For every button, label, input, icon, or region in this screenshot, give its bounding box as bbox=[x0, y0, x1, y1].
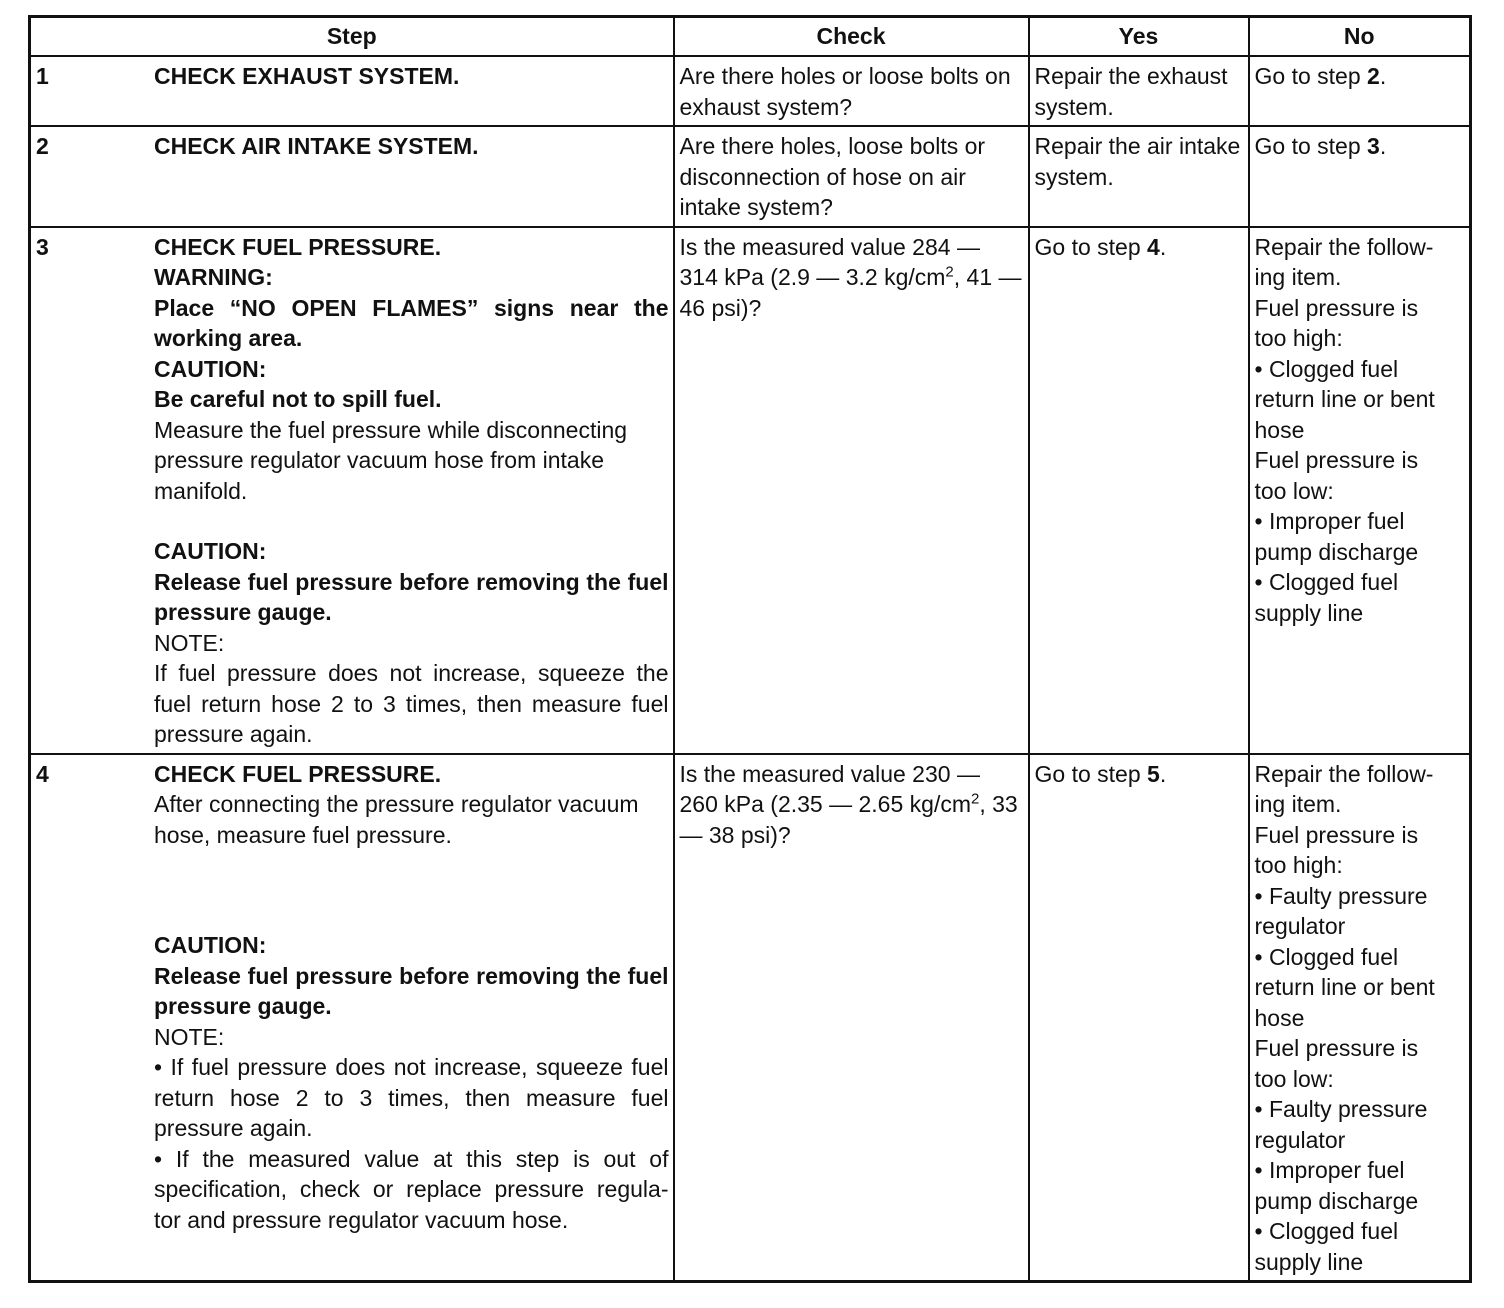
step-number: 2 bbox=[36, 133, 49, 159]
no-line: return line or bent bbox=[1254, 974, 1435, 1000]
no-line: ing item. bbox=[1254, 264, 1342, 290]
no-line: • Clogged fuel bbox=[1254, 943, 1399, 970]
step-title: CHECK AIR INTAKE SYSTEM. bbox=[154, 133, 479, 159]
note-text: If fuel pressure does not increase, squeeze the fuel return hose 2 to 3 times, then measure fuel pressure again. bbox=[154, 660, 669, 747]
no-cell bbox=[1249, 126, 1471, 227]
no-line: Fuel pressure is bbox=[1254, 1035, 1419, 1061]
table-row bbox=[30, 126, 1471, 227]
no-cell bbox=[1249, 227, 1471, 754]
step-cell bbox=[30, 227, 674, 754]
table-row bbox=[30, 56, 1471, 126]
step-title: CHECK EXHAUST SYSTEM. bbox=[154, 63, 460, 89]
check-cell: Are there holes, loose bolts or disconnection of hose on air intake system? bbox=[674, 126, 1029, 227]
no-step-ref: 3 bbox=[1367, 133, 1380, 159]
step-cell bbox=[30, 56, 674, 126]
no-line: • Improper fuel bbox=[1254, 1157, 1405, 1183]
no-line: too high: bbox=[1254, 325, 1343, 351]
yes-prefix: Go to step bbox=[1034, 760, 1148, 787]
no-line: hose bbox=[1254, 1004, 1305, 1031]
yes-cell: Repair the exhaust system. bbox=[1029, 56, 1249, 126]
no-line: • Clogged fuel bbox=[1254, 355, 1399, 382]
step-number: 1 bbox=[36, 63, 49, 89]
no-line: too low: bbox=[1254, 477, 1334, 504]
check-text-end: , 41 — 46 psi)? bbox=[679, 264, 1022, 321]
no-line: regulator bbox=[1254, 913, 1346, 939]
yes-prefix: Go to step bbox=[1034, 233, 1148, 260]
no-line: Fuel pressure is bbox=[1254, 294, 1419, 321]
no-line: supply line bbox=[1254, 599, 1364, 626]
no-step-ref: 2 bbox=[1367, 63, 1380, 89]
caution-label: CAUTION: bbox=[154, 538, 267, 564]
yes-cell bbox=[1029, 754, 1249, 1282]
step-cell bbox=[30, 126, 674, 227]
yes-step-ref: 5 bbox=[1147, 760, 1160, 787]
header-yes: Yes bbox=[1029, 17, 1249, 57]
check-text: Is the measured value 230 — 260 kPa (2.35 — 2.65 kg/cm bbox=[679, 760, 980, 817]
no-line: hose bbox=[1254, 416, 1305, 443]
warning-text: Place “NO OPEN FLAMES” signs near the working area. bbox=[154, 294, 669, 351]
header-check: Check bbox=[674, 17, 1029, 57]
step-cell bbox=[30, 754, 674, 1282]
no-suffix: . bbox=[1379, 133, 1387, 159]
yes-suffix: . bbox=[1159, 233, 1167, 260]
no-line: supply line bbox=[1254, 1248, 1364, 1275]
yes-cell: Repair the air intake system. bbox=[1029, 126, 1249, 227]
check-text: Is the measured value 284 — 314 kPa (2.9 — 3.2 kg/cm bbox=[679, 233, 980, 290]
note-item: • If the measured value at this step is out of specification, check or replace pressure regula- tor and pressure regulator vacuum hose. bbox=[154, 1145, 669, 1233]
check-cell: Are there holes or loose bolts on exhaust system? bbox=[674, 56, 1029, 126]
yes-cell bbox=[1029, 227, 1249, 754]
no-prefix: Go to step bbox=[1254, 133, 1368, 159]
instruction-text: Measure the fuel pressure while disconnecting pressure regulator vacuum hose from intake manifold. bbox=[154, 416, 628, 504]
step-title: CHECK FUEL PRESSURE. bbox=[154, 760, 442, 787]
no-line: too high: bbox=[1254, 852, 1343, 878]
diagnostic-table bbox=[28, 15, 1472, 1283]
no-suffix: . bbox=[1379, 63, 1387, 89]
caution-label: CAUTION: bbox=[154, 932, 267, 958]
yes-step-ref: 4 bbox=[1147, 233, 1160, 260]
no-line: Repair the follow- bbox=[1254, 760, 1434, 787]
no-line: Fuel pressure is bbox=[1254, 447, 1419, 473]
check-cell bbox=[674, 227, 1029, 754]
note-label: NOTE: bbox=[154, 629, 225, 656]
note-label: NOTE: bbox=[154, 1023, 225, 1050]
no-line: • Clogged fuel bbox=[1254, 1218, 1399, 1244]
header-step: Step bbox=[30, 17, 674, 57]
table-row bbox=[30, 227, 1471, 754]
no-cell bbox=[1249, 754, 1471, 1282]
no-line: • Faulty pressure bbox=[1254, 882, 1428, 909]
check-superscript: 2 bbox=[945, 263, 954, 281]
check-text-end: , 33 — 38 psi)? bbox=[679, 791, 1018, 848]
no-line: pump discharge bbox=[1254, 1187, 1419, 1214]
header-row bbox=[30, 17, 1471, 57]
yes-suffix: . bbox=[1159, 760, 1167, 787]
instruction-text: After connecting the pressure regulator vacuum hose, measure fuel pressure. bbox=[154, 791, 639, 848]
no-line: • Faulty pressure bbox=[1254, 1096, 1428, 1122]
warning-label: WARNING: bbox=[154, 264, 273, 290]
header-no: No bbox=[1249, 17, 1471, 57]
caution-text: Be careful not to spill fuel. bbox=[154, 386, 442, 412]
caution-text: Release fuel pressure before removing the fuel pressure gauge. bbox=[154, 568, 669, 625]
step-title: CHECK FUEL PRESSURE. bbox=[154, 233, 442, 260]
no-line: too low: bbox=[1254, 1065, 1334, 1092]
no-line: • Clogged fuel bbox=[1254, 569, 1399, 595]
caution-text: Release fuel pressure before removing the fuel pressure gauge. bbox=[154, 962, 669, 1019]
no-line: regulator bbox=[1254, 1126, 1346, 1153]
no-line: Fuel pressure is bbox=[1254, 821, 1419, 848]
no-line: ing item. bbox=[1254, 791, 1342, 817]
no-line: Repair the follow- bbox=[1254, 233, 1434, 260]
no-cell bbox=[1249, 56, 1471, 126]
caution-label: CAUTION: bbox=[154, 355, 267, 382]
step-number: 3 bbox=[36, 233, 49, 260]
no-prefix: Go to step bbox=[1254, 63, 1368, 89]
no-line: pump discharge bbox=[1254, 538, 1419, 565]
check-cell bbox=[674, 754, 1029, 1282]
table-row bbox=[30, 754, 1471, 1282]
step-number: 4 bbox=[36, 760, 49, 787]
note-item: • If fuel pressure does not increase, squeeze fuel return hose 2 to 3 times, then measure fuel pressure again. bbox=[154, 1054, 669, 1141]
check-superscript: 2 bbox=[971, 790, 980, 808]
no-line: • Improper fuel bbox=[1254, 508, 1405, 534]
no-line: return line or bent bbox=[1254, 386, 1435, 412]
